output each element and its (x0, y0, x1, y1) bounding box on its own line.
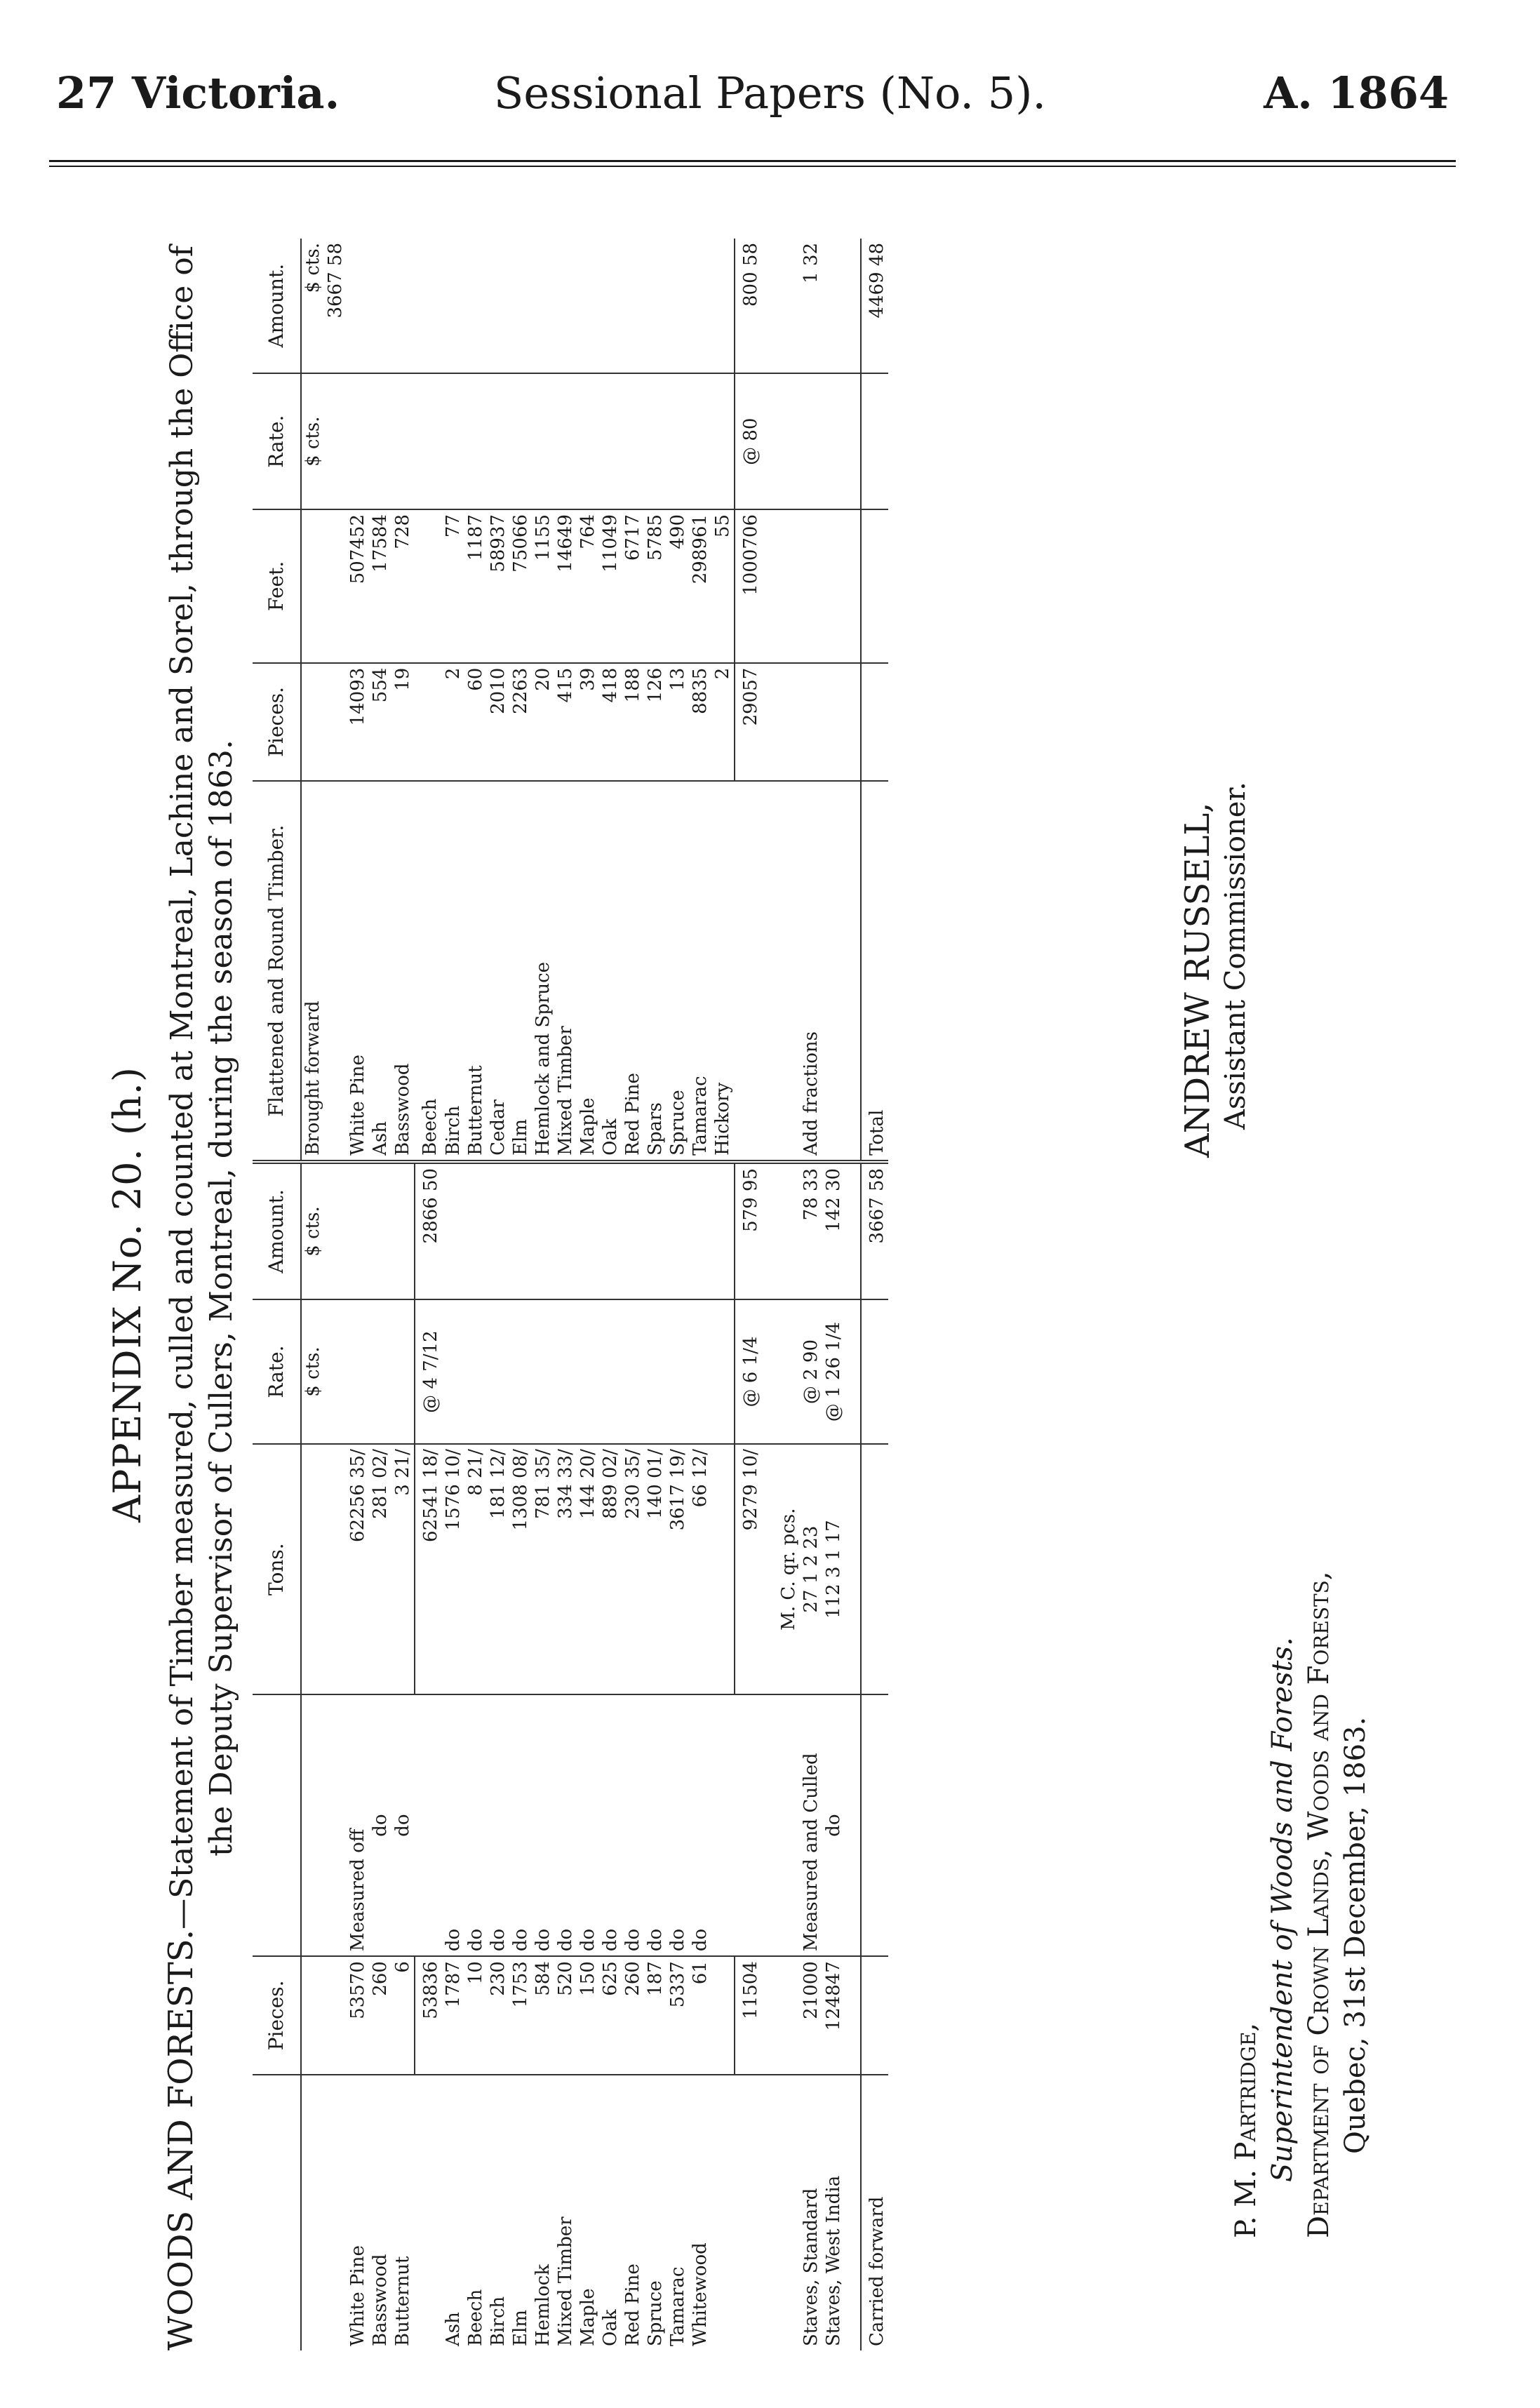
group1-total-row: 53836 62541 18/ @ 4 7/12 2866 50 Beech (415, 239, 442, 2350)
signatory-name-right: ANDREW RUSSELL, (1178, 802, 1217, 1158)
brought-forward-amount: 3667 58 (324, 239, 347, 373)
carried-forward-row: Carried forward 3667 58 Total 4469 48 (861, 239, 888, 2350)
page-header (0, 67, 1540, 131)
table-row: Oak 625 do 889 02/ Oak 418 11049 (599, 239, 622, 2350)
header-rule-bottom (49, 166, 1456, 167)
table-row: Spruce 187 do 140 01/ Spars 126 5785 (644, 239, 667, 2350)
signatory-name: P. M. Partridge, (1230, 2022, 1262, 2238)
table-row: Staves, Standard 21000 Measured and Culled 27 1 2 23 @ 2 90 78 33 Add fractions 1 32 (800, 239, 822, 2350)
signature-russell (1179, 456, 1254, 1158)
col-pieces: Pieces. (253, 1956, 301, 2074)
table-row: Red Pine 260 do 230 35/ Red Pine 188 6717 (622, 239, 644, 2350)
table-row: Staves, West India 124847 do 112 3 1 17 @ 1 26 1/4 142 30 (822, 239, 845, 2350)
col-r-feet: Feet. (253, 509, 301, 663)
amount-units: $ cts. (301, 1162, 324, 1299)
brought-forward-label: Brought forward (301, 781, 324, 1162)
r-amount-units: $ cts. (301, 239, 324, 373)
table-row: Hickory 2 55 (711, 239, 735, 2350)
col-rate: Rate. (253, 1299, 301, 1444)
units-row (301, 239, 324, 2350)
table-row: Mixed Timber 520 do 334 33/ Mixed Timber 415 14649 (554, 239, 577, 2350)
table-row: White Pine 53570 Measured off 62256 35/ White Pine 14093 507452 (347, 239, 369, 2350)
signature-partridge (1228, 1326, 1374, 2238)
timber-table (253, 239, 888, 2350)
rotated-page (84, 182, 1459, 2407)
table-row: Butternut 6 do 3 21/ Basswood 19 728 (391, 239, 415, 2350)
place-date: Quebec, 31st December, 1863. (1339, 1716, 1372, 2154)
signatory-title-right: Assistant Commissioner. (1219, 782, 1252, 1130)
table-header-row (253, 239, 301, 2350)
statement-lead: WOODS AND FORESTS. (161, 1929, 201, 2351)
group2-total-row: 11504 9279 10/ @ 6 1/4 579 95 29057 1000706 @ 80 800 58 (735, 239, 762, 2350)
rate-units: $ cts. (301, 1299, 324, 1444)
table-row: Whitewood 61 do 66 12/ Tamarac 8835 298961 (689, 239, 711, 2350)
header-center: Sessional Papers (No. 5). (493, 67, 1047, 119)
table-row: Maple 150 do 144 20/ Maple 39 764 (577, 239, 599, 2350)
statement-text: —Statement of Timber measured, culled and counted at Montreal, Lachine and Sorel, through the Office of the Deputy Supervisor of Cullers, Montreal, during the season of 1863. (164, 245, 239, 1929)
staves-units-row: M. C. qr. pcs. (777, 239, 800, 2350)
table-row: Birch 230 do 181 12/ Cedar 2010 58937 (487, 239, 509, 2350)
col-tons: Tons. (253, 1444, 301, 1694)
r-rate-units: $ cts. (301, 373, 324, 509)
table-row: Elm 1753 do 1308 08/ Elm 2263 75066 (509, 239, 532, 2350)
statement-heading (161, 239, 241, 2357)
table-row (324, 239, 347, 2350)
col-r-pieces: Pieces. (253, 663, 301, 781)
col-flattened: Flattened and Round Timber. (253, 781, 301, 1162)
table-row: Tamarac 5337 do 3617 19/ Spruce 13 490 (667, 239, 689, 2350)
table-row: Basswood 260 do 281 02/ Ash 554 17584 (369, 239, 391, 2350)
col-amount: Amount. (253, 1162, 301, 1299)
header-right: A. 1864 (1264, 67, 1449, 119)
signatory-title: Superintendent of Woods and Forests. (1266, 1637, 1299, 2182)
col-r-rate: Rate. (253, 373, 301, 509)
header-rule-top (49, 160, 1456, 162)
col-r-amount: Amount. (253, 239, 301, 373)
table-row: Ash 1787 do 1576 10/ Birch 2 77 (442, 239, 464, 2350)
department: Department of Crown Lands, Woods and Forests, (1303, 1571, 1335, 2238)
table-row: Beech 10 do 8 21/ Butternut 60 1187 (464, 239, 487, 2350)
header-left: 27 Victoria. (56, 67, 340, 119)
table-row: Hemlock 584 do 781 35/ Hemlock and Spruce 20 1155 (532, 239, 554, 2350)
appendix-title: APPENDIX No. 20. (h.) (105, 1066, 149, 1523)
